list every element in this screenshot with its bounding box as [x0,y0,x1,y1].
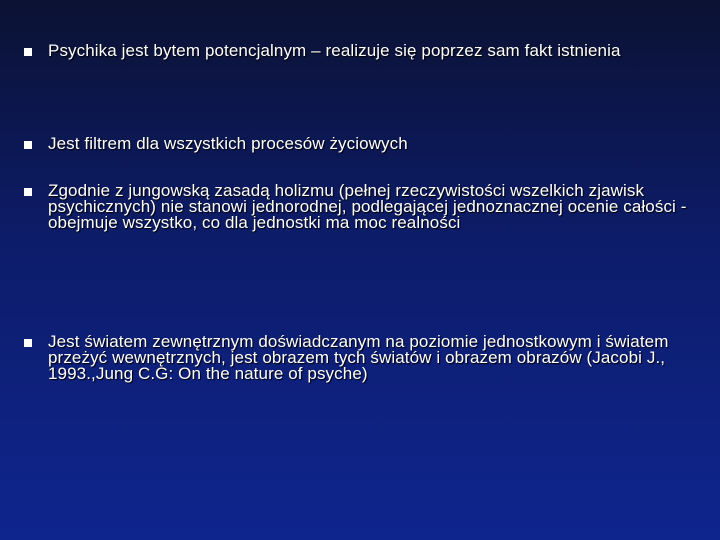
bullet-text: Jest filtrem dla wszystkich procesów życiowych [48,134,408,153]
square-bullet-icon [24,141,32,149]
square-bullet-icon [24,188,32,196]
bullet-text: Psychika jest bytem potencjalnym – realizuje się poprzez sam fakt istnienia [48,41,621,60]
bullet-item [24,334,704,382]
square-bullet-icon [24,339,32,347]
bullet-item [24,43,704,59]
bullet-item [24,136,704,152]
bullet-item [24,183,704,231]
square-bullet-icon [24,48,32,56]
bullet-text: Jest światem zewnętrznym doświadczanym na poziomie jednostkowym i światem przeżyć wewnętrznych, jest obrazem tych światów i obrazem obrazów (Jacobi J., 1993.,Jung C.G: On the nature of psyche) [48,332,669,383]
bullet-text: Zgodnie z jungowską zasadą holizmu (pełnej rzeczywistości wszelkich zjawisk psychicznych) nie stanowi jednorodnej, podlegającej jednoznacznej ocenie całości - obejmuje wszystko, co dla jednostki ma moc realności [48,181,687,232]
